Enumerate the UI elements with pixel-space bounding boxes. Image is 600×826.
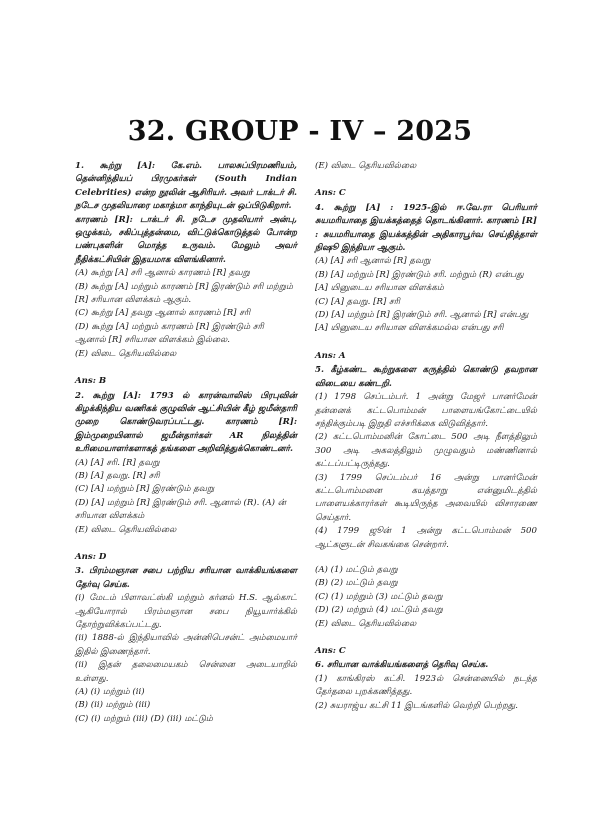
question-4-statement: 4. கூற்று [A] : 1925-இல் ஈ.வே.ரா பெரியார் சுயமரியாதை இயக்கத்தைத் தொடங்கினார். காரணம் [R] : சுயமரியாதை இயக்கத்தின் அதிகாரபூர்வ செய்தித்தாள் நிஷூ இந்தியா ஆகும்.	[315, 202, 537, 254]
question-1-option-b: (B) கூற்று [A] மற்றும் காரணம் [R] இரண்டும் சரி மற்றும் [R] சரியான விளக்கம் ஆகும்.	[75, 281, 293, 306]
question-6-item-1: (1) காங்கிரஸ் கட்சி. 1923ல் சென்னையில் நடந்த தேர்தலை புறக்கணித்தது.	[315, 673, 537, 698]
question-3-option-e: (E) விடை தெரியவில்லை	[315, 161, 417, 171]
question-5	[315, 364, 537, 658]
question-3-answer: Ans: C	[315, 188, 346, 199]
question-6-statement: 6. சரியான வாக்கியங்களைத் தெரிவு செய்க.	[315, 660, 489, 671]
question-2-option-b: (B) [A] தவறு. [R] சரி	[75, 470, 160, 481]
question-5-item-3: (3) 1799 செப்டம்பர் 16 அன்று பானர்மேன் கட்டபொம்மனை கயத்தாறு என்னுமிடத்தில் பாளையக்காரர்கள் கூடியிருந்த அவையில் விசாரணை செய்தார்.	[315, 472, 537, 523]
question-4-option-a: (A) [A] சரி ஆனால் [R] தவறு	[315, 256, 431, 267]
question-4-option-d: (D) [A] மற்றும் [R] இரண்டும் சரி. ஆனால் [R] என்பது [A] யினுடைய சரியான விளக்கமல்ல என்பது சரி	[315, 310, 529, 334]
question-5-statement: 5. கீழ்கண்ட கூற்றுகளை கருத்தில் கொண்டு தவறான விடையை கண்டறி.	[315, 365, 537, 389]
question-5-answer: Ans: C	[315, 646, 346, 656]
question-5-item-1: (1) 1798 செப்டம்பர். 1 அன்று மேஜர் பானர்மேன் தன்னைக் கட்டபொம்மன் பாளையங்கோட்டையில் சந்திக்கும்படி இறுதி எச்சரிக்கை விடுவித்தார்.	[315, 392, 537, 429]
question-3-option-b: (B) (ii) மற்றும் (iii)	[75, 700, 151, 711]
question-2-statement: 2. கூற்று [A]: 1793 ல் காரன்வாலிஸ் பிரபுவின் கிழக்கிந்திய வணிகக் குழுவின் ஆட்சியின் கீழ் ஜமீன்தாரி முறை கொண்டுவரப்பட்டது. காரணம் [R]: இம்முறையினால் ஜமீன்தார்கள் AR நிலத்தின் உரிமையாளர்களாகத் தங்களை அறிவித்துக்கொண்டனர்.	[75, 390, 297, 455]
question-1-option-a: (A) கூற்று [A] சரி ஆனால் காரணம் [R] தவறு	[75, 268, 250, 279]
question-1-option-c: (C) கூற்று [A] தவறு ஆனால் காரணம் [R] சரி	[75, 308, 251, 319]
spacer	[315, 552, 537, 564]
question-1-reason: காரணம் [R]: டாக்டர் சி. நடேச முதலியார் அன்பு, ஒழுக்கம், சகிப்புத்தன்மை, விட்டுக்கொடுத்தல் போன்ற பண்புகளின் மொத்த உருவம். மேலும் அவர் நீதிக்கட்சியின் இதயமாக விளங்கினார்.	[75, 214, 297, 265]
question-4-option-b: (B) [A] மற்றும் [R] இரண்டும் சரி. மற்றும் (R) என்பது [A] யினுடைய சரியான விளக்கம்	[315, 269, 524, 294]
question-6	[315, 659, 537, 713]
question-2	[75, 390, 297, 565]
question-1-statement: 1. கூற்று [A]: கே.எம். பாலசுப்பிரமணியம், தென்னிந்தியப் பிரமுகர்கள் (South Indian Celebrities) என்ற நூலின் ஆசிரியர். அவர் டாக்டர் சி. நடேச முதலியாரை மகாத்மா காந்தியுடன் ஒப்பிடுகிறார்.	[75, 161, 297, 212]
question-3	[75, 565, 297, 726]
question-5-option-c: (C) (1) மற்றும் (3) மட்டும் தவறு	[315, 591, 443, 602]
question-4	[315, 202, 537, 363]
question-2-option-a: (A) [A] சரி. [R] தவறு	[75, 457, 160, 468]
question-3-item-2: (ii) 1888-ல் இந்தியாவில் அன்னிபெசன்ட் அம்மையார் இதில் இணைந்தார்.	[75, 633, 297, 657]
question-2-option-c: (C) [A] மற்றும் [R] இரண்டும் தவறு	[75, 484, 215, 495]
left-column	[75, 160, 297, 726]
question-2-answer: Ans: D	[75, 551, 107, 562]
question-5-option-b: (B) (2) மட்டும் தவறு	[315, 578, 398, 589]
page-title: 32. GROUP - IV – 2025	[127, 116, 473, 147]
question-3-option-a: (A) (i) மற்றும் (ii)	[75, 687, 145, 698]
question-5-option-e: (E) விடை தெரியவில்லை	[315, 618, 417, 629]
question-4-answer: Ans: A	[315, 350, 346, 361]
right-column	[315, 160, 537, 713]
question-3-item-3: (ii) இதன் தலைமையகம் சென்னை அடையாறில் உள்ளது.	[75, 660, 297, 684]
question-2-option-d: (D) [A] மற்றும் [R] இரண்டும் சரி. ஆனால் (R). (A) ன் சரியான விளக்கம்	[75, 497, 287, 522]
question-5-item-2: (2) கட்டபொம்மனின் கோட்டை 500 அடி நீளத்திலும் 300 அடி அகலத்திலும் முழுவதும் மண்ணினால் கட்டப்பட்டிருந்தது.	[315, 432, 537, 470]
question-6-item-2: (2) சுயராஜ்ய கட்சி 11 இடங்களில் வெற்றி பெற்றது.	[315, 700, 518, 711]
question-1-option-e: (E) விடை தெரியவில்லை	[75, 348, 177, 359]
question-3-statement: 3. பிரம்மஞான சபை பற்றிய சரியான வாக்கியங்களை தேர்வு செய்க.	[75, 566, 297, 590]
question-1	[75, 160, 297, 389]
question-3-continued	[315, 160, 537, 201]
question-5-item-4: (4) 1799 ஜூன் 1 அன்று கட்டபொம்மன் 500 ஆட்களுடன் சிவகங்கை சென்றார்.	[315, 526, 537, 550]
question-3-item-1: (i) மேடம் பிளாவட்ஸ்கி மற்றும் கர்னல் H.S. ஆல்காட் ஆகியோரால் பிரம்மஞான சபை நியூயார்க்கில் தோற்றுவிக்கப்பட்டது.	[75, 593, 297, 630]
question-5-option-d: (D) (2) மற்றும் (4) மட்டும் தவறு	[315, 605, 443, 616]
question-1-answer: Ans: B	[75, 376, 107, 387]
question-3-option-c-d: (C) (i) மற்றும் (iii) (D) (iii) மட்டும்	[75, 713, 213, 724]
question-4-option-c: (C) [A] தவறு. [R] சரி	[315, 296, 400, 307]
question-1-option-d: (D) கூற்று [A] மற்றும் காரணம் [R] இரண்டும் சரி ஆனால் [R] சரியான விளக்கம் இல்லை.	[75, 321, 264, 346]
question-5-option-a: (A) (1) மட்டும் தவறு	[315, 564, 398, 575]
question-2-option-e: (E) விடை தெரியவில்லை	[75, 524, 177, 535]
